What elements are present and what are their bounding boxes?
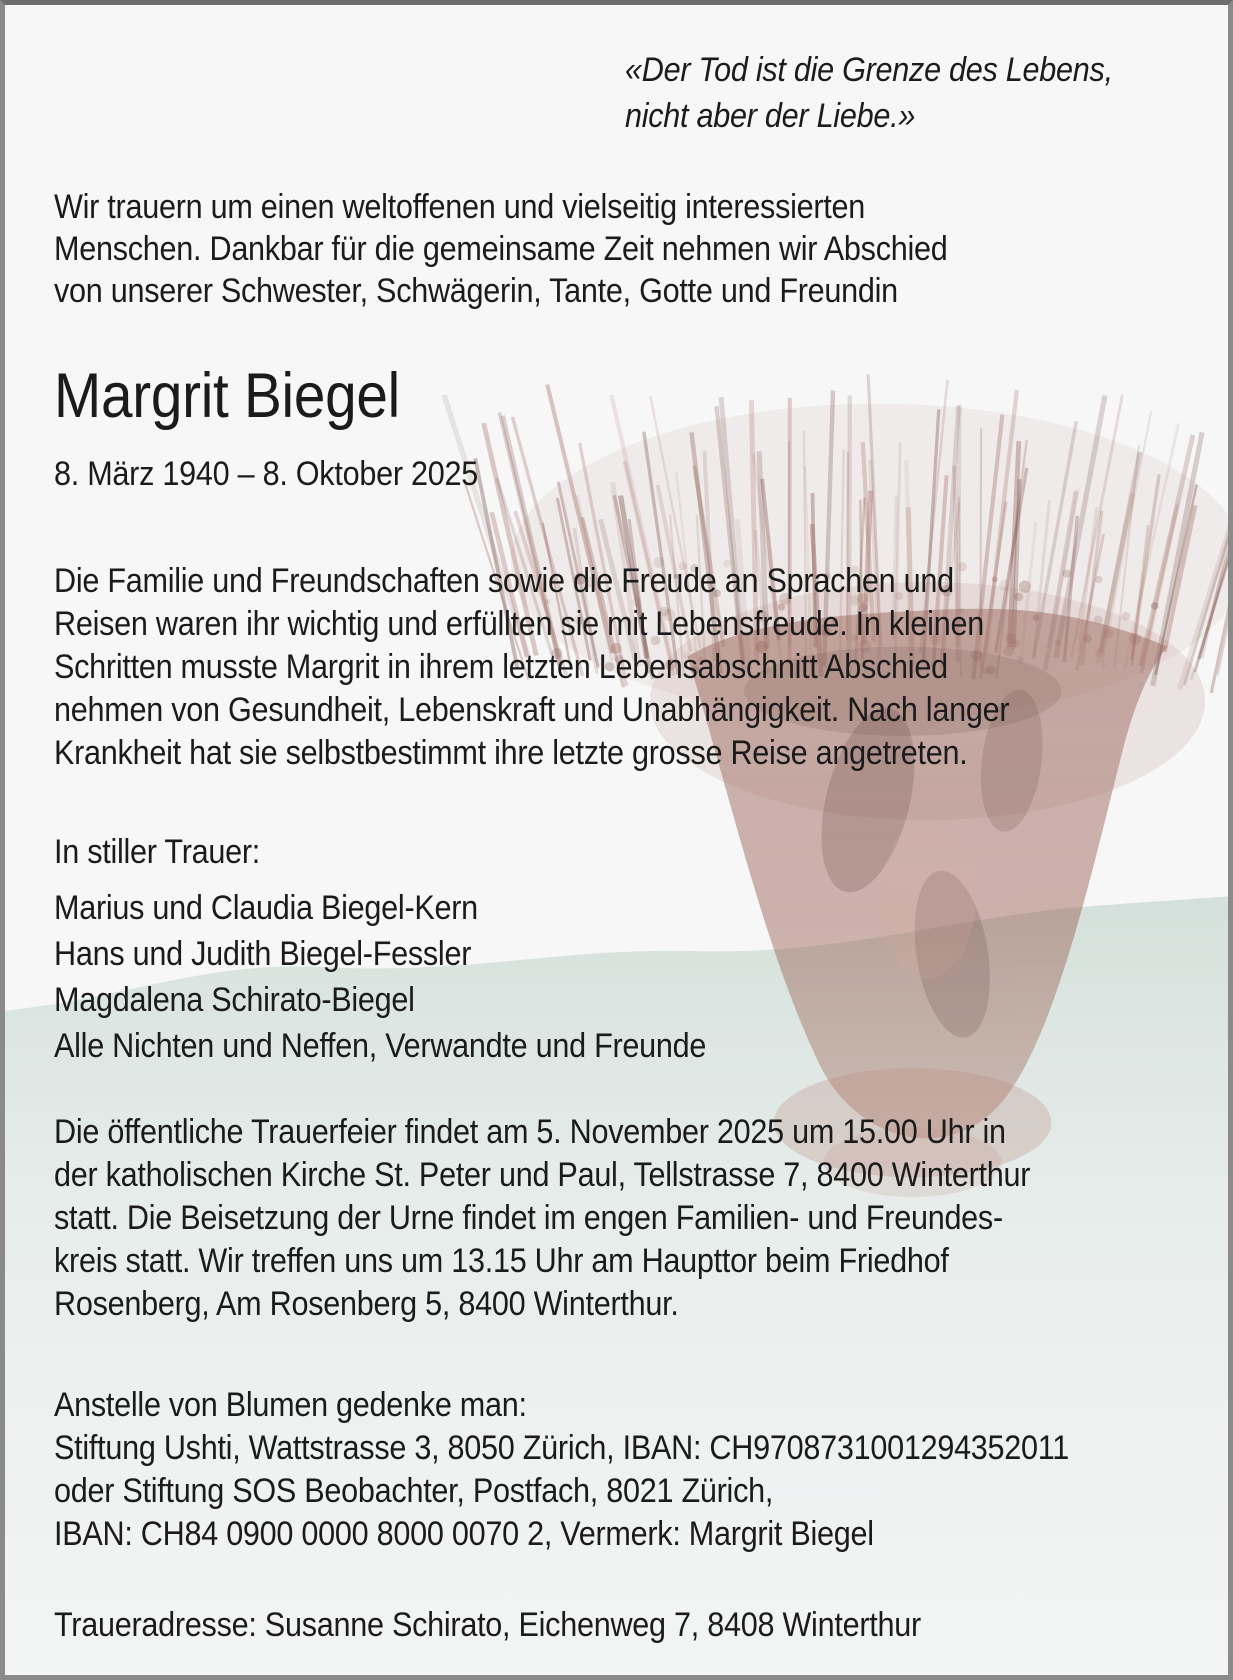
mourner-name: Magdalena Schirato-Biegel	[54, 981, 415, 1019]
donation-line: oder Stiftung SOS Beobachter, Postfach, 8021 Zürich,	[54, 1472, 774, 1510]
service-line: kreis statt. Wir treffen uns um 13.15 Uhr am Haupttor beim Friedhof	[54, 1242, 949, 1280]
service-line: Rosenberg, Am Rosenberg 5, 8400 Winterthur.	[54, 1285, 679, 1323]
mourning-address: Traueradresse: Susanne Schirato, Eichenweg 7, 8408 Winterthur	[54, 1606, 921, 1644]
intro-line: von unserer Schwester, Schwägerin, Tante, Gotte und Freundin	[54, 272, 898, 310]
life-dates: 8. März 1940 – 8. Oktober 2025	[54, 455, 478, 493]
service-info	[54, 1111, 1030, 1326]
obituary-text	[54, 560, 1009, 775]
service-line: der katholischen Kirche St. Peter und Paul, Tellstrasse 7, 8400 Winterthur	[54, 1156, 1031, 1194]
donation-info	[54, 1384, 1069, 1556]
mourners-list	[54, 885, 706, 1069]
obituary-line: Die Familie und Freundschaften sowie die Freude an Sprachen und	[54, 562, 954, 600]
deceased-name: Margrit Biegel	[54, 361, 401, 431]
obituary-line: Reisen waren ihr wichtig und erfüllten sie mit Lebensfreude. In kleinen	[54, 605, 984, 643]
mourning-label: In stiller Trauer:	[54, 833, 261, 871]
obituary-line: nehmen von Gesundheit, Lebenskraft und Unabhängigkeit. Nach langer	[54, 691, 1010, 729]
quote-line: «Der Tod ist die Grenze des Lebens,	[625, 51, 1113, 89]
donation-line: Anstelle von Blumen gedenke man:	[54, 1386, 527, 1424]
memorial-quote	[625, 47, 1113, 139]
service-line: statt. Die Beisetzung der Urne findet im engen Familien- und Freundes-	[54, 1199, 1003, 1237]
intro-text	[54, 186, 948, 312]
intro-line: Wir trauern um einen weltoffenen und vielseitig interessierten	[54, 188, 866, 226]
donation-line: Stiftung Ushti, Wattstrasse 3, 8050 Zürich, IBAN: CH9708731001294352011	[54, 1429, 1070, 1467]
donation-line: IBAN: CH84 0900 0000 8000 0070 2, Vermerk: Margrit Biegel	[54, 1515, 874, 1553]
obituary-line: Schritten musste Margrit in ihrem letzten Lebensabschnitt Abschied	[54, 648, 948, 686]
mourner-name: Marius und Claudia Biegel-Kern	[54, 889, 478, 927]
obituary-line: Krankheit hat sie selbstbestimmt ihre letzte grosse Reise angetreten.	[54, 734, 968, 772]
mourner-name: Hans und Judith Biegel-Fessler	[54, 935, 472, 973]
quote-line: nicht aber der Liebe.»	[625, 97, 916, 135]
mourner-name: Alle Nichten und Neffen, Verwandte und Freunde	[54, 1027, 707, 1065]
service-line: Die öffentliche Trauerfeier findet am 5. November 2025 um 15.00 Uhr in	[54, 1113, 1006, 1151]
intro-line: Menschen. Dankbar für die gemeinsame Zeit nehmen wir Abschied	[54, 230, 948, 268]
